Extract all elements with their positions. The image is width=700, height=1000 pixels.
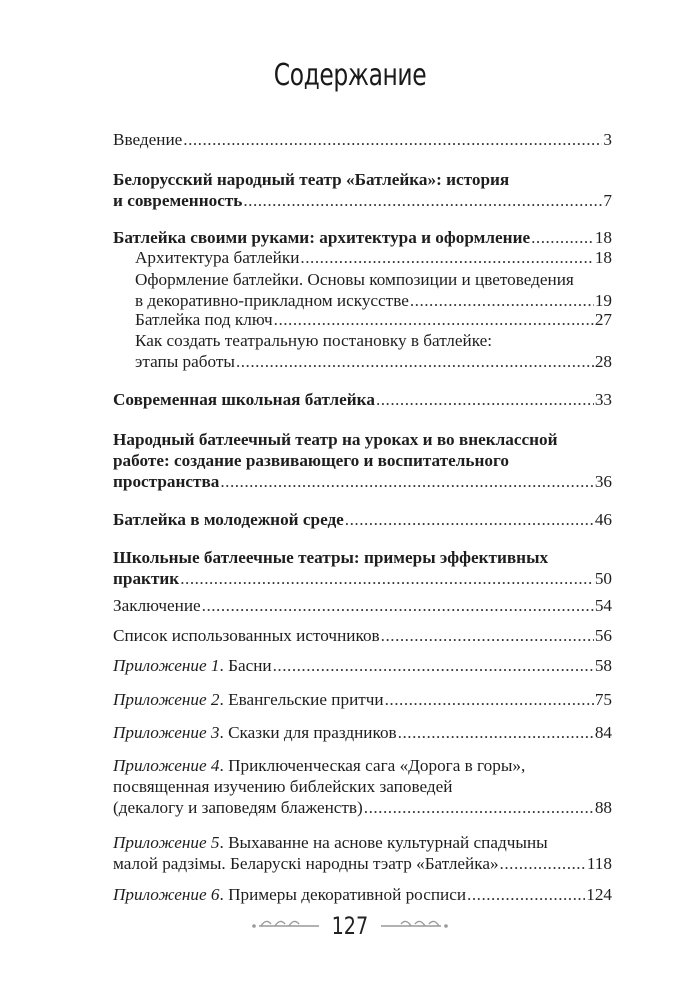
toc-entry-title — [135, 351, 235, 372]
toc-entry[interactable] — [113, 547, 612, 589]
toc-entry-title — [113, 471, 219, 492]
toc-page-number[interactable]: 27 — [594, 310, 612, 329]
toc-entry-text: Батлейка под ключ — [135, 310, 273, 329]
toc-entry-title — [113, 797, 363, 818]
toc-entry-title — [113, 389, 375, 410]
dot-leader — [273, 655, 594, 676]
dot-leader — [274, 309, 594, 330]
toc-entry-text: . Выхаванне на аснове культурнай спадчыны — [219, 833, 548, 852]
toc-entry-line — [113, 755, 612, 776]
toc-entry-text: Как создать театральную постановку в батлейке: — [135, 331, 493, 350]
toc-entry-line — [113, 450, 612, 471]
toc-page-number[interactable]: 7 — [603, 191, 612, 210]
toc-entry-line — [113, 625, 612, 646]
toc-entry[interactable] — [113, 655, 612, 676]
toc-entry-line — [135, 309, 612, 330]
toc-entry-text: малой радзімы. Беларускі народны тэатр «Батлейка» — [113, 854, 499, 873]
toc-entry-line — [113, 169, 612, 190]
toc-entry-title — [113, 547, 548, 568]
toc-entry-title — [113, 722, 397, 743]
toc-entry[interactable] — [113, 169, 612, 211]
toc-entry-line — [113, 389, 612, 410]
toc-entry[interactable] — [113, 129, 612, 150]
toc-page-number[interactable]: 36 — [594, 472, 612, 491]
leaf-vine-ornament-left-icon — [251, 918, 321, 934]
appendix-label: Приложение 2 — [113, 690, 220, 709]
toc-entry-title — [113, 227, 530, 248]
toc-entry-title — [113, 129, 182, 150]
toc-entry-title — [135, 330, 492, 351]
toc-entry-line — [113, 429, 612, 450]
toc-entry-line — [135, 247, 612, 268]
toc-entry-title — [113, 655, 272, 676]
toc-entry-text: посвященная изучению библейских заповедей — [113, 777, 453, 796]
toc-entry-title — [113, 169, 509, 190]
toc-entry-text: Современная школьная батлейка — [113, 390, 375, 409]
toc-entry[interactable] — [113, 832, 612, 874]
toc-entry-line — [135, 290, 612, 311]
dot-leader — [467, 884, 585, 905]
toc-entry-text: в декоративно-прикладном искусстве — [135, 291, 409, 310]
toc-page-number[interactable]: 18 — [594, 248, 612, 267]
toc-entry-line — [135, 330, 612, 351]
toc-page-number[interactable]: 56 — [594, 626, 612, 645]
dot-leader — [300, 247, 593, 268]
toc-entry-line — [135, 269, 612, 290]
toc-entry-line — [113, 471, 612, 492]
toc-entry-line — [113, 797, 612, 818]
toc-entry-line — [113, 547, 612, 568]
toc-entry-line — [113, 776, 612, 797]
toc-entry-text: . Примеры декоративной росписи — [219, 885, 467, 904]
appendix-label: Приложение 1 — [113, 656, 220, 675]
toc-page-number[interactable]: 54 — [594, 596, 612, 615]
toc-entry-text: работе: создание развивающего и воспитательного — [113, 451, 509, 470]
toc-entry-title — [113, 450, 509, 471]
toc-entry-text: практик — [113, 569, 180, 588]
toc-entry-line — [113, 227, 612, 248]
toc-entry-title — [113, 755, 525, 776]
dot-leader — [376, 389, 594, 410]
toc-entry[interactable] — [113, 429, 612, 492]
toc-page-number[interactable]: 33 — [594, 390, 612, 409]
toc-entry-text: . Сказки для праздников — [219, 723, 397, 742]
toc-entry-text: Белорусский народный театр «Батлейка»: история — [113, 170, 510, 189]
toc-entry[interactable] — [113, 689, 612, 710]
toc-entry-title — [113, 776, 452, 797]
toc-entry-title — [113, 190, 242, 211]
toc-entry-text: Список использованных источников — [113, 626, 380, 645]
toc-entry[interactable] — [113, 595, 612, 616]
toc-page-number[interactable]: 124 — [586, 885, 612, 904]
toc-entry-line — [113, 129, 612, 150]
dot-leader — [202, 595, 594, 616]
page-title: Содержание — [273, 58, 427, 93]
toc-entry-title — [113, 509, 344, 530]
toc-entry[interactable] — [135, 269, 612, 311]
toc-entry[interactable] — [113, 755, 612, 818]
dot-leader — [385, 689, 594, 710]
toc-entry[interactable] — [135, 247, 612, 268]
toc-entry-title — [113, 884, 466, 905]
toc-entry-text: и современность — [113, 191, 243, 210]
toc-entry-title — [135, 269, 574, 290]
toc-entry-text: пространства — [113, 472, 220, 491]
toc-page-number[interactable]: 58 — [594, 656, 612, 675]
toc-entry-text: Народный батлеечный театр на уроках и во внеклассной — [113, 430, 558, 449]
toc-page-number[interactable]: 84 — [594, 723, 612, 742]
toc-entry-text: Заключение — [113, 596, 201, 615]
dot-leader — [183, 129, 602, 150]
page-footer — [0, 912, 700, 940]
toc-entry-text: Введение — [113, 130, 183, 149]
toc-entry-text: . Евангельские притчи — [219, 690, 384, 709]
toc-entry-text: . Басни — [219, 656, 272, 675]
toc-entry-title — [113, 689, 384, 710]
dot-leader — [364, 797, 594, 818]
toc-entry-line — [113, 655, 612, 676]
toc-entry-text: Батлейка своими руками: архитектура и оформление — [113, 228, 531, 247]
toc-page-number[interactable]: 28 — [594, 352, 612, 371]
toc-entry[interactable] — [113, 722, 612, 743]
toc-entry-text: Оформление батлейки. Основы композиции и цветоведения — [135, 270, 574, 289]
toc-page-number[interactable]: 18 — [594, 228, 612, 247]
toc-entry[interactable] — [135, 309, 612, 330]
toc-entry-line — [113, 190, 612, 211]
toc-page-number[interactable]: 88 — [594, 798, 612, 817]
toc-entry-text: Батлейка в молодежной среде — [113, 510, 344, 529]
leaf-vine-ornament-right-icon — [379, 918, 449, 934]
toc-entry-text: (декалогу и заповедям блаженств) — [113, 798, 363, 817]
toc-page-number[interactable]: 46 — [594, 510, 612, 529]
toc-entry[interactable] — [113, 625, 612, 646]
toc-entry-text: . Приключенческая сага «Дорога в горы», — [219, 756, 526, 775]
toc-page-number[interactable]: 3 — [603, 130, 612, 149]
toc-entry[interactable] — [113, 389, 612, 410]
appendix-label: Приложение 5 — [113, 833, 220, 852]
toc-page-number[interactable]: 118 — [586, 854, 612, 873]
toc-entry-title — [113, 625, 380, 646]
appendix-label: Приложение 4 — [113, 756, 220, 775]
toc-entry-line — [113, 568, 612, 589]
toc-entry-line — [113, 832, 612, 853]
dot-leader — [180, 568, 594, 589]
toc-entry-line — [113, 595, 612, 616]
dot-leader — [500, 853, 586, 874]
page-number: 127 — [331, 912, 369, 940]
dot-leader — [398, 722, 594, 743]
toc-entry-line — [113, 853, 612, 874]
dot-leader — [381, 625, 594, 646]
toc-entry-title — [113, 568, 179, 589]
toc-entry[interactable] — [113, 227, 612, 248]
toc-entry[interactable] — [113, 509, 612, 530]
toc-entry[interactable] — [135, 330, 612, 372]
toc-entry-line — [113, 884, 612, 905]
toc-page-number[interactable]: 50 — [594, 569, 612, 588]
toc-entry-text: Школьные батлеечные театры: примеры эффективных — [113, 548, 549, 567]
dot-leader — [410, 290, 594, 311]
dot-leader — [243, 190, 602, 211]
toc-entry-line — [113, 689, 612, 710]
toc-page-number[interactable]: 19 — [594, 291, 612, 310]
toc-entry-title — [113, 595, 201, 616]
toc-entry-title — [113, 429, 558, 450]
dot-leader — [236, 351, 594, 372]
toc-entry-text: этапы работы — [135, 352, 235, 371]
dot-leader — [220, 471, 593, 492]
toc-entry-title — [135, 247, 299, 268]
toc-entry-title — [113, 832, 548, 853]
appendix-label: Приложение 6 — [113, 885, 220, 904]
dot-leader — [531, 227, 594, 248]
dot-leader — [345, 509, 594, 530]
toc-entry-line — [113, 509, 612, 530]
toc-entry-text: Архитектура батлейки — [135, 248, 300, 267]
appendix-label: Приложение 3 — [113, 723, 220, 742]
toc-page-number[interactable]: 75 — [594, 690, 612, 709]
toc-entry-line — [113, 722, 612, 743]
toc-entry-line — [135, 351, 612, 372]
toc-entry-title — [113, 853, 499, 874]
toc-entry-title — [135, 309, 273, 330]
toc-entry-title — [135, 290, 409, 311]
toc-entry[interactable] — [113, 884, 612, 905]
